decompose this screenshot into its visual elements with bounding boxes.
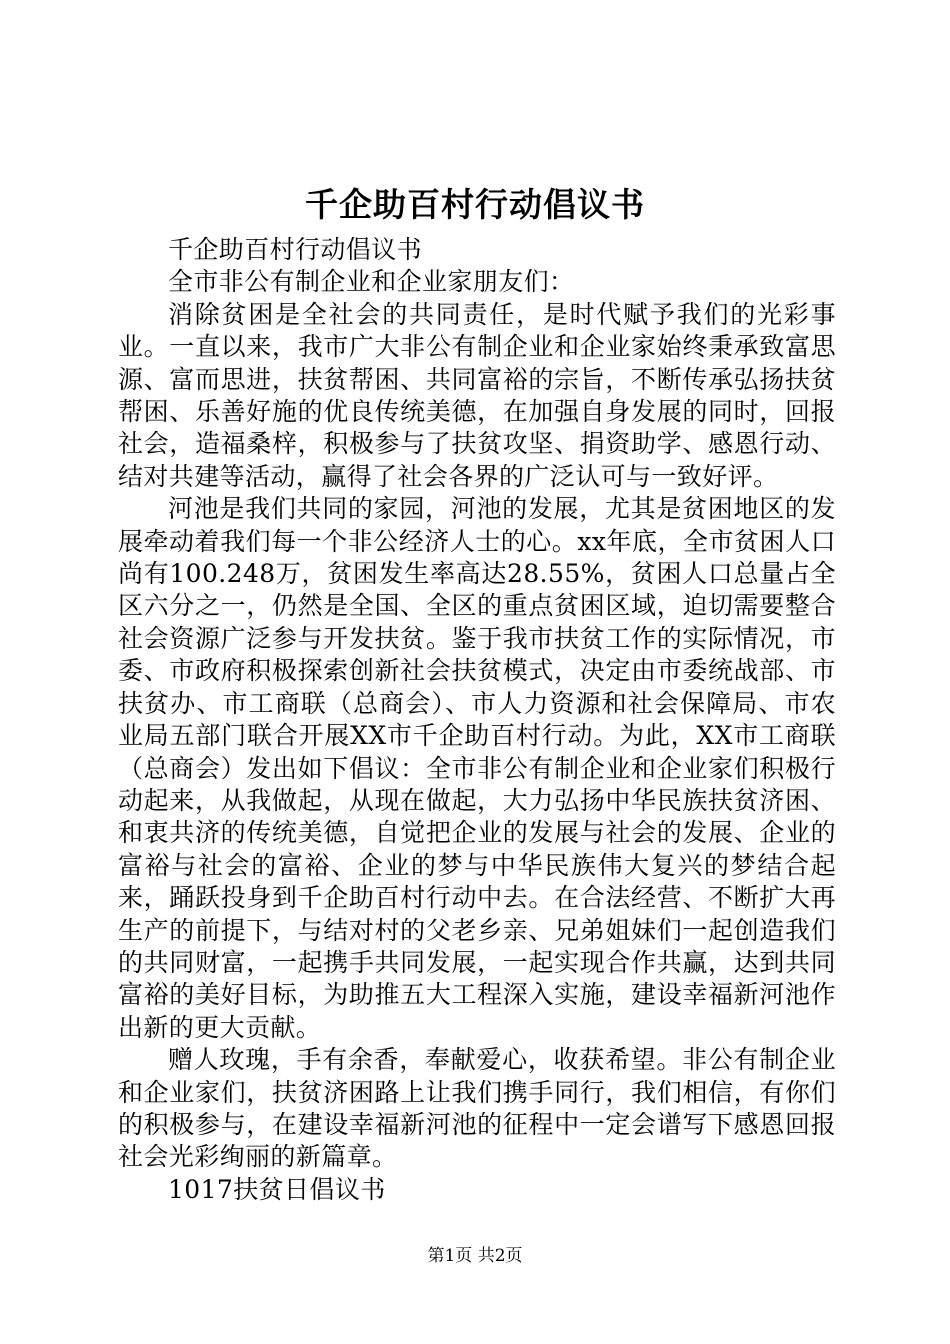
document-title: 千企助百村行动倡议书: [305, 185, 645, 224]
page-number: 第1页 共2页: [427, 1246, 523, 1266]
paragraph-next-title: 1017扶贫日倡议书: [168, 1174, 386, 1204]
document-body: [118, 234, 836, 1206]
paragraph-closing: 赠人玫瑰，手有余香，奉献爱心，收获希望。非公有制企业和企业家们，扶贫济困路上让我们携手同行，我们相信，有你们的积极参与，在建设幸福新河池的征程中一定会谱写下感恩回报社会光彩绚丽的新篇章。: [118, 1045, 836, 1172]
paragraph-main: 河池是我们共同的家园，河池的发展，尤其是贫困地区的发展牵动着我们每一个非公经济人士的心。xx年底，全市贫困人口尚有100.248万，贫困发生率高达28.55%，贫困人口总量占全区六分之一，仍然是全国、全区的重点贫困区域，迫切需要整合社会资源广泛参与开发扶贫。鉴于我市扶贫工作的实际情况，市委、市政府积极探索创新社会扶贫模式，决定由市委统战部、市扶贫办、市工商联（总商会）、市人力资源和社会保障局、市农业局五部门联合开展XX市千企助百村行动。为此，XX市工商联（总商会）发出如下倡议：全市非公有制企业和企业家们积极行动起来，从我做起，从现在做起，大力弘扬中华民族扶贫济困、和衷共济的传统美德，自觉把企业的发展与社会的发展、企业的富裕与社会的富裕、企业的梦与中华民族伟大复兴的梦结合起来，踊跃投身到千企助百村行动中去。在合法经营、不断扩大再生产的前提下，与结对村的父老乡亲、兄弟姐妹们一起创造我们的共同财富，一起携手共同发展，一起实现合作共赢，达到共同富裕的美好目标，为助推五大工程深入实施，建设幸福新河池作出新的更大贡献。: [118, 494, 836, 1042]
paragraph-intro: 消除贫困是全社会的共同责任，是时代赋予我们的光彩事业。一直以来，我市广大非公有制企业和企业家始终秉承致富思源、富而思进，扶贫帮困、共同富裕的宗旨，不断传承弘扬扶贫帮困、乐善好施的优良传统美德，在加强自身发展的同时，回报社会，造福桑梓，积极参与了扶贫攻坚、捐资助学、感恩行动、结对共建等活动，赢得了社会各界的广泛认可与一致好评。: [118, 299, 836, 491]
paragraph-heading-repeat: 千企助百村行动倡议书: [168, 235, 423, 264]
paragraph-salutation: 全市非公有制企业和企业家朋友们：: [168, 267, 575, 297]
